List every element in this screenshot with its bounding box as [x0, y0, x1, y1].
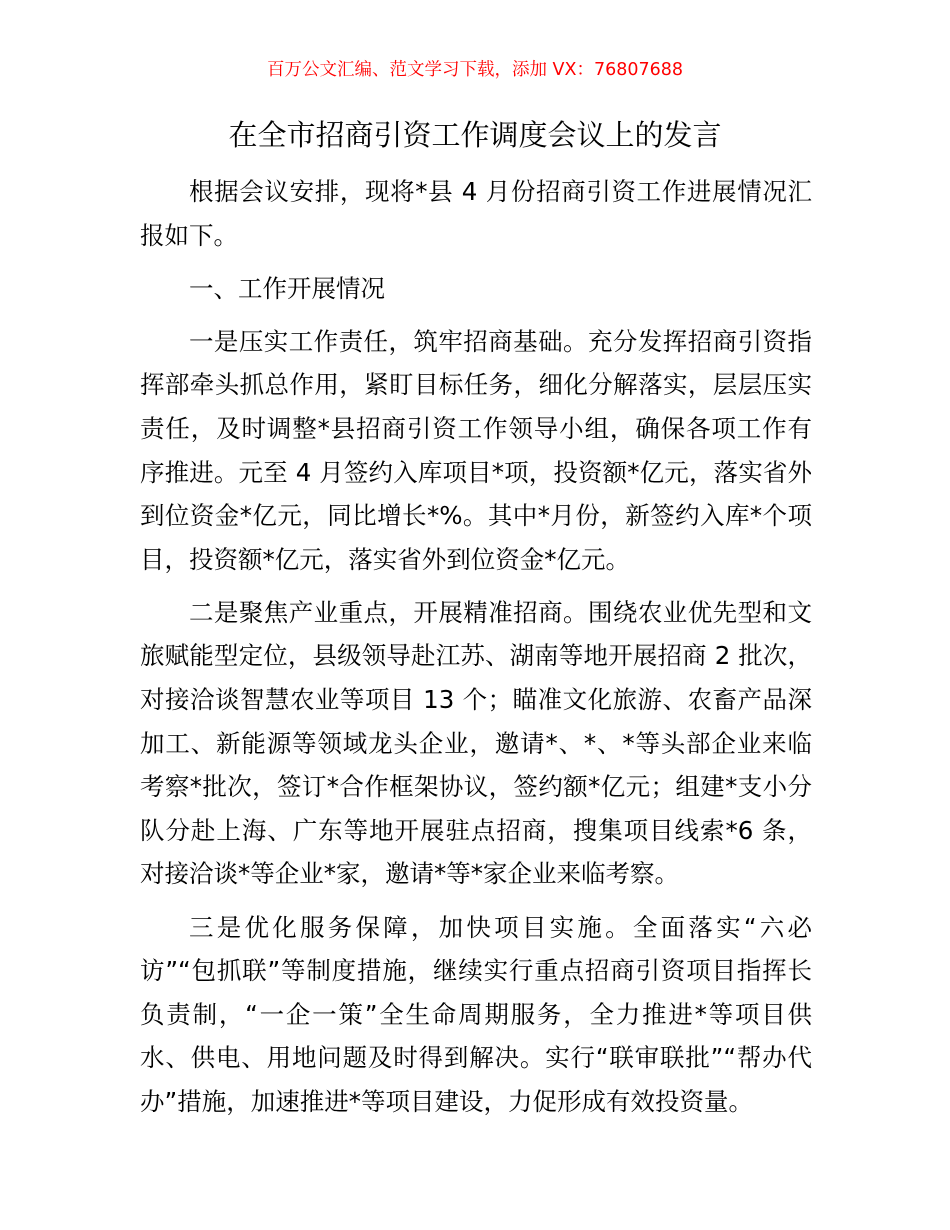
paragraph-service-guarantee: 三是优化服务保障，加快项目实施。全面落实“六必访”“包抓联”等制度措施，继续实行重点招商引资项目指挥长负责制，“一企一策”全生命周期服务，全力推进*等项目供水、供电、用地问题及时得到解决。实行“联审联批”“帮办代办”措施，加速推进*等项目建设，力促形成有效投资量。	[140, 912, 812, 1116]
paragraph-responsibility: 一是压实工作责任，筑牢招商基础。充分发挥招商引资指挥部牵头抓总作用，紧盯目标任务，细化分解落实，层层压实责任，及时调整*县招商引资工作领导小组，确保各项工作有序推进。元至 4 月签约入库项目*项，投资额*亿元，落实省外到位资金*亿元，同比增长*%。其中*月份，新签约入库*个项目，投资额*亿元，落实省外到位资金*亿元。	[140, 326, 812, 574]
paragraph-industry-focus: 二是聚焦产业重点，开展精准招商。围绕农业优先型和文旅赋能型定位，县级领导赴江苏、湖南等地开展招商 2 批次，对接洽谈智慧农业等项目 13 个；瞄准文化旅游、农畜产品深加工、新能源等领域龙头企业，邀请*、*、*等头部企业来临考察*批次，签订*合作框架协议，签约额*亿元；组建*支小分队分赴上海、广东等地开展驻点招商，搜集项目线索*6 条，对接洽谈*等企业*家，邀请*等*家企业来临考察。	[140, 597, 812, 889]
section-heading: 一、工作开展情况	[189, 273, 385, 303]
document-title: 在全市招商引资工作调度会议上的发言	[228, 118, 722, 152]
document-body	[140, 170, 812, 1123]
intro-paragraph: 根据会议安排，现将*县 4 月份招商引资工作进展情况汇报如下。	[140, 177, 812, 250]
header-note: 百万公文汇编、范文学习下载，添加 VX：76807688	[266, 60, 684, 80]
